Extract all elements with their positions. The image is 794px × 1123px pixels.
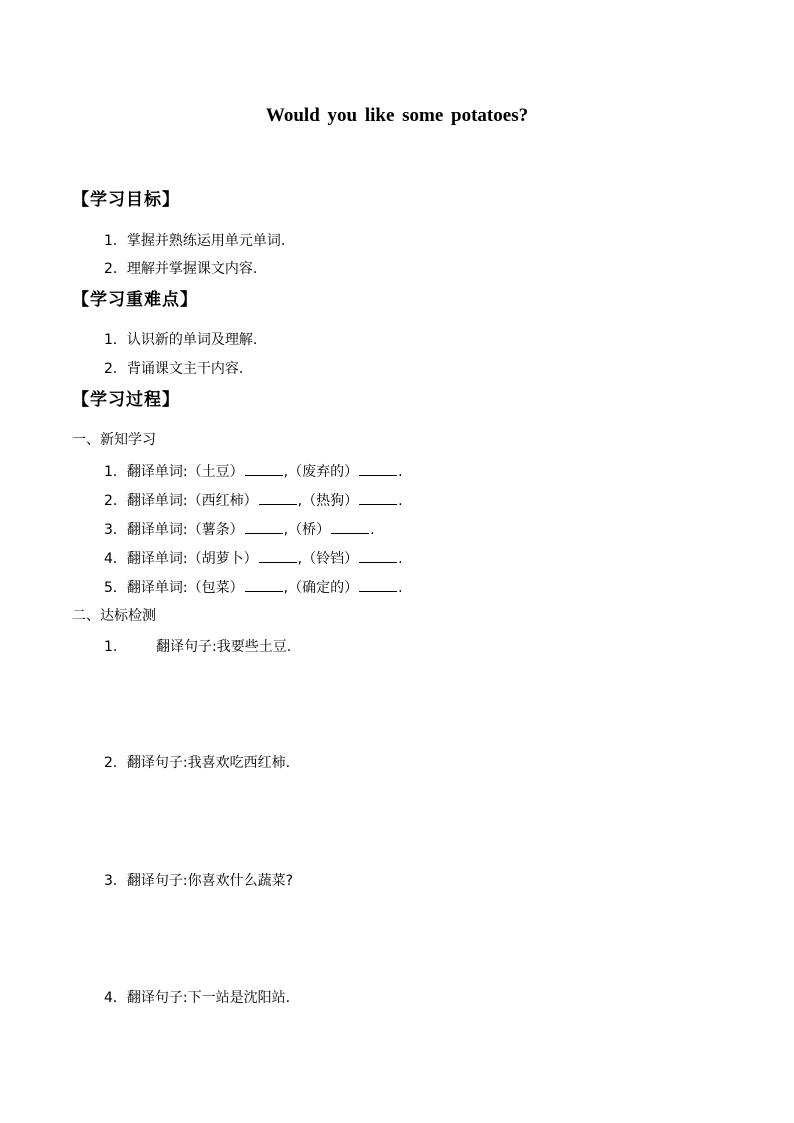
item-end: .	[398, 464, 403, 480]
item-end: .	[370, 522, 375, 538]
separator: ,	[297, 493, 303, 509]
vocab-item	[104, 519, 375, 540]
answer-blank[interactable]	[245, 577, 283, 592]
answer-blank[interactable]	[359, 490, 397, 505]
item-number: 3．	[104, 873, 127, 889]
item-number: 4．	[104, 990, 127, 1006]
separator: ,	[297, 551, 303, 567]
item-end: .	[398, 551, 403, 567]
item-prefix: 翻译单词:	[126, 464, 188, 480]
word-a: （西红柿）	[187, 493, 258, 509]
item-text: 翻译句子:我喜欢吃西红柿.	[126, 755, 291, 771]
translation-item	[104, 753, 290, 773]
key-point-item	[104, 359, 243, 379]
heading-process: 【学习过程】	[72, 390, 180, 410]
item-prefix: 翻译单词:	[126, 522, 188, 538]
item-prefix: 翻译单词:	[126, 551, 188, 567]
answer-blank[interactable]	[245, 519, 283, 534]
word-a: （薯条）	[187, 522, 244, 538]
item-prefix: 翻译单词:	[126, 493, 188, 509]
word-b: （桥）	[288, 522, 331, 538]
item-end: .	[398, 580, 403, 596]
item-text: 掌握并熟练运用单元单词.	[126, 233, 286, 249]
heading-key-points: 【学习重难点】	[72, 290, 198, 310]
item-text: 翻译句子:我要些土豆.	[156, 639, 292, 655]
key-point-item	[104, 330, 257, 350]
answer-blank[interactable]	[359, 548, 397, 563]
item-text: 翻译句子:你喜欢什么蔬菜?	[126, 873, 294, 889]
item-number: 1．	[104, 233, 127, 249]
part-label-assessment: 二、达标检测	[72, 608, 156, 624]
item-number: 2．	[104, 755, 127, 771]
word-b: （确定的）	[288, 580, 359, 596]
answer-blank[interactable]	[259, 548, 297, 563]
heading-goals: 【学习目标】	[72, 190, 180, 210]
vocab-item	[104, 490, 403, 511]
item-end: .	[398, 493, 403, 509]
vocab-item	[104, 577, 403, 598]
answer-blank[interactable]	[259, 490, 297, 505]
translation-item	[104, 637, 291, 657]
item-number: 3．	[104, 522, 127, 538]
part-label-new-knowledge: 一、新知学习	[72, 432, 156, 448]
separator: ,	[283, 464, 289, 480]
item-text: 翻译句子:下一站是沈阳站.	[126, 990, 291, 1006]
vocab-item	[104, 461, 403, 482]
item-text: 背诵课文主干内容.	[126, 361, 244, 377]
goal-item	[104, 259, 257, 279]
word-b: （废弃的）	[288, 464, 359, 480]
word-a: （土豆）	[187, 464, 244, 480]
word-a: （胡萝卜）	[187, 551, 258, 567]
page-title: Would you like some potatoes?	[265, 105, 529, 126]
item-number: 5．	[104, 580, 127, 596]
separator: ,	[283, 522, 289, 538]
answer-blank[interactable]	[245, 461, 283, 476]
item-text: 认识新的单词及理解.	[126, 332, 258, 348]
item-number: 1.	[104, 639, 118, 655]
item-number: 2．	[104, 261, 127, 277]
translation-item	[104, 988, 290, 1008]
goal-item	[104, 231, 285, 251]
item-prefix: 翻译单词:	[126, 580, 188, 596]
item-number: 2．	[104, 361, 127, 377]
item-number: 4．	[104, 551, 127, 567]
word-b: （铃铛）	[302, 551, 359, 567]
answer-blank[interactable]	[359, 577, 397, 592]
item-number: 2．	[104, 493, 127, 509]
item-number: 1．	[104, 464, 127, 480]
item-number: 1．	[104, 332, 127, 348]
separator: ,	[283, 580, 289, 596]
word-a: （包菜）	[187, 580, 244, 596]
word-b: （热狗）	[302, 493, 359, 509]
translation-item	[104, 871, 293, 891]
answer-blank[interactable]	[331, 519, 369, 534]
vocab-item	[104, 548, 403, 569]
answer-blank[interactable]	[359, 461, 397, 476]
item-text: 理解并掌握课文内容.	[126, 261, 258, 277]
